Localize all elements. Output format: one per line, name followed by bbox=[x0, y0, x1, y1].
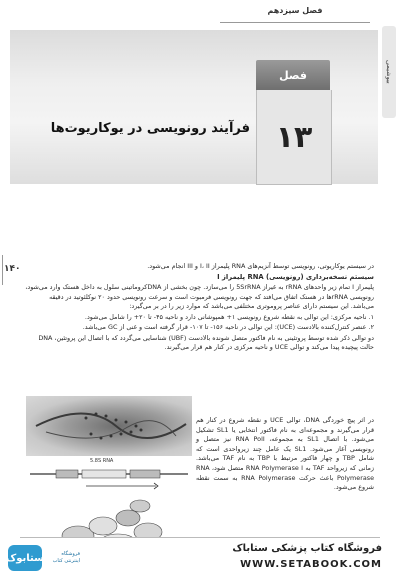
chapter-title: فرآیند رونویسی در یوکاریوت‌ها bbox=[50, 121, 250, 136]
page-number-rule bbox=[2, 255, 3, 285]
running-title: فصل سیزدهم bbox=[267, 6, 323, 15]
chapter-number: ۱۳ bbox=[256, 90, 332, 185]
side-tab bbox=[382, 26, 396, 118]
intro-paragraph: در سیستم یوکاریوتی، رونویسی توسط آنزیم‌های RNA پلیمراز I، II و III انجام می‌شود. bbox=[147, 262, 374, 270]
footer-rule bbox=[20, 537, 380, 538]
footer-logo bbox=[8, 541, 80, 575]
paragraph: در اثر پیچ خوردگی DNA، توالی UCE و نقطه شروع در کنار هم قرار می‌گیرند و مجموعه‌ای به نام فاکتور انتخابی یا SL1 تشکیل می‌شود. با اتصال SL1 به مجموعه، RNA PolI نیز متصل و رونویسی آغاز می‌شود. SL1 یک عامل چند زیرواحدی است که شامل TBP و چهار فاکتور مرتبط با TBP به نام TAF می‌باشد. زمانی که زیرواحد TAF به RNA Polymerase I متصل شود، RNA Polymerase باعث حرکت RNA Polymerase به سمت نقطه شروع می‌شود. bbox=[196, 416, 375, 492]
list-item: ۱. ناحیه مرکزی: این توالی به نقطه شروع رونویسی ۱+ همپوشانی دارد و ناحیه ۴۵- تا ۲۰+ را شامل می‌شود. bbox=[84, 312, 374, 321]
micrograph-texture bbox=[26, 396, 192, 456]
electron-micrograph bbox=[26, 396, 192, 456]
header-rule bbox=[220, 22, 370, 23]
chapter-label: فصل bbox=[256, 60, 330, 90]
footer-url[interactable]: WWW.SETABOOK.COM bbox=[240, 559, 382, 570]
figure bbox=[26, 396, 192, 558]
logo-icon: ستابوک bbox=[8, 545, 42, 571]
rrna-gene-diagram bbox=[26, 458, 192, 494]
right-column-text bbox=[196, 416, 374, 493]
body-text bbox=[24, 262, 374, 354]
logo-subtitle: فروشگاه اینترنتی کتاب bbox=[52, 551, 80, 564]
footer-shop-name: فروشگاه کتاب پزشکی ستاباک bbox=[232, 543, 382, 554]
paragraph: پلیمراز I تمام زیر واحدهای rRNA به غیراز 5SrRNA را می‌سازد. چون بخشی از DNAکروماتینی سلول به داخل هستک وارد می‌شود، رونویسی rRNAها در هستک اتفاق می‌افتد که جهت رونویسی فرمبوت است و سرعت رونویسی حدود ۲۰ نوکلئوتید در دقیقه می‌باشد. این سیستم دارای عناصر پروموتری مختلفی می‌باشد که موارد زیر را در بر می‌گیرد: bbox=[25, 283, 374, 310]
running-header bbox=[220, 6, 370, 22]
paragraph: دو توالی ذکر شده توسط پروتئینی به نام فاکتور متصل شونده بالادست (UBF) شناسایی می‌گردد که با اتصال این پروتئین، DNA حالت پیچیده پیدا می‌کند و توالی UCE و ناحیه مرکزی در کنار هم قرار می‌گیرند. bbox=[38, 333, 374, 351]
side-tab-label: بیوشیمی bbox=[385, 60, 393, 84]
footer bbox=[0, 537, 400, 579]
list-item: ۲. عنصر کنترل‌کننده بالادست (UCE): این توالی در ناحیه ۱۵۶- تا ۱۰۷- قرار گرفته است و غنی از GC می‌باشد. bbox=[82, 323, 374, 331]
section-heading: سیستم نسخه‌برداری (رونویسی) RNA پلیمراز I bbox=[217, 272, 374, 281]
diagram-label: 5.8S RNA bbox=[90, 458, 114, 464]
page-number: ۱۴۰ bbox=[4, 264, 21, 274]
